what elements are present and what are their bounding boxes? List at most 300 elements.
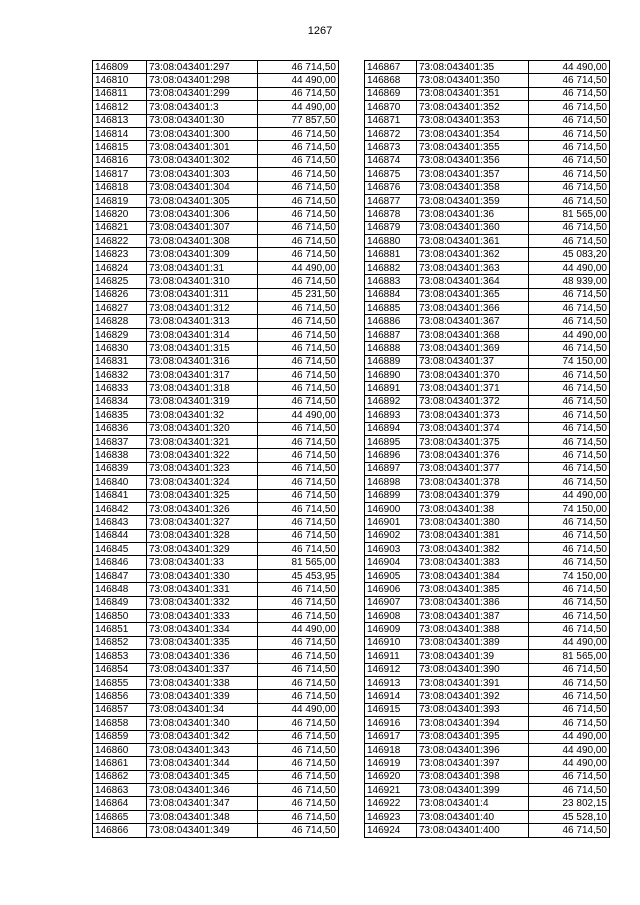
- row-number-cell: 146853: [93, 650, 147, 663]
- row-number-cell: 146857: [93, 703, 147, 716]
- amount-cell: 46 714,50: [529, 302, 610, 315]
- row-number-cell: 146893: [365, 409, 417, 422]
- amount-cell: 46 714,50: [258, 462, 339, 475]
- cadastral-number-cell: 73:08:043401:33: [147, 556, 258, 569]
- table-row: [365, 328, 610, 341]
- row-number-cell: 146841: [93, 489, 147, 502]
- table-row: [93, 784, 339, 797]
- cadastral-number-cell: 73:08:043401:353: [417, 114, 529, 127]
- row-number-cell: 146919: [365, 757, 417, 770]
- row-number-cell: 146908: [365, 610, 417, 623]
- amount-cell: 46 714,50: [529, 556, 610, 569]
- row-number-cell: 146881: [365, 248, 417, 261]
- amount-cell: 44 490,00: [258, 409, 339, 422]
- register-table-left: [92, 60, 339, 838]
- cadastral-number-cell: 73:08:043401:329: [147, 543, 258, 556]
- amount-cell: 46 714,50: [258, 342, 339, 355]
- cadastral-number-cell: 73:08:043401:397: [417, 757, 529, 770]
- table-row: [365, 61, 610, 74]
- table-row: [93, 824, 339, 837]
- table-row: [93, 676, 339, 689]
- amount-cell: 46 714,50: [258, 743, 339, 756]
- cadastral-number-cell: 73:08:043401:319: [147, 395, 258, 408]
- row-number-cell: 146861: [93, 757, 147, 770]
- row-number-cell: 146890: [365, 368, 417, 381]
- row-number-cell: 146852: [93, 636, 147, 649]
- cadastral-number-cell: 73:08:043401:384: [417, 569, 529, 582]
- row-number-cell: 146899: [365, 489, 417, 502]
- table-row: [93, 194, 339, 207]
- amount-cell: 46 714,50: [258, 663, 339, 676]
- cadastral-number-cell: 73:08:043401:303: [147, 168, 258, 181]
- cadastral-number-cell: 73:08:043401:316: [147, 355, 258, 368]
- table-row: [365, 797, 610, 810]
- row-number-cell: 146867: [365, 61, 417, 74]
- table-row: [93, 261, 339, 274]
- cadastral-number-cell: 73:08:043401:311: [147, 288, 258, 301]
- table-row: [365, 194, 610, 207]
- cadastral-number-cell: 73:08:043401:3: [147, 101, 258, 114]
- cadastral-number-cell: 73:08:043401:374: [417, 422, 529, 435]
- table-row: [365, 516, 610, 529]
- amount-cell: 45 083,20: [529, 248, 610, 261]
- amount-cell: 46 714,50: [258, 221, 339, 234]
- row-number-cell: 146923: [365, 810, 417, 823]
- row-number-cell: 146896: [365, 449, 417, 462]
- amount-cell: 81 565,00: [529, 650, 610, 663]
- cadastral-number-cell: 73:08:043401:375: [417, 435, 529, 448]
- table-row: [93, 529, 339, 542]
- amount-cell: 46 714,50: [529, 235, 610, 248]
- amount-cell: 74 150,00: [529, 355, 610, 368]
- cadastral-number-cell: 73:08:043401:383: [417, 556, 529, 569]
- table-row: [93, 355, 339, 368]
- cadastral-number-cell: 73:08:043401:396: [417, 743, 529, 756]
- row-number-cell: 146814: [93, 127, 147, 140]
- row-number-cell: 146912: [365, 663, 417, 676]
- table-row: [93, 516, 339, 529]
- amount-cell: 46 714,50: [529, 368, 610, 381]
- cadastral-number-cell: 73:08:043401:343: [147, 743, 258, 756]
- table-row: [365, 489, 610, 502]
- amount-cell: 46 714,50: [258, 824, 339, 837]
- table-row: [93, 502, 339, 515]
- cadastral-number-cell: 73:08:043401:330: [147, 569, 258, 582]
- row-number-cell: 146817: [93, 168, 147, 181]
- table-row: [365, 650, 610, 663]
- cadastral-number-cell: 73:08:043401:380: [417, 516, 529, 529]
- table-row: [93, 797, 339, 810]
- row-number-cell: 146892: [365, 395, 417, 408]
- cadastral-number-cell: 73:08:043401:354: [417, 127, 529, 140]
- amount-cell: 46 714,50: [529, 181, 610, 194]
- row-number-cell: 146815: [93, 141, 147, 154]
- table-row: [93, 663, 339, 676]
- amount-cell: 44 490,00: [258, 703, 339, 716]
- row-number-cell: 146826: [93, 288, 147, 301]
- table-row: [365, 127, 610, 140]
- amount-cell: 46 714,50: [529, 676, 610, 689]
- amount-cell: 46 714,50: [529, 154, 610, 167]
- table-row: [93, 489, 339, 502]
- row-number-cell: 146878: [365, 208, 417, 221]
- cadastral-number-cell: 73:08:043401:326: [147, 502, 258, 515]
- table-row: [365, 543, 610, 556]
- row-number-cell: 146859: [93, 730, 147, 743]
- amount-cell: 46 714,50: [529, 623, 610, 636]
- cadastral-number-cell: 73:08:043401:324: [147, 476, 258, 489]
- amount-cell: 46 714,50: [529, 583, 610, 596]
- cadastral-number-cell: 73:08:043401:352: [417, 101, 529, 114]
- row-number-cell: 146813: [93, 114, 147, 127]
- table-row: [93, 569, 339, 582]
- row-number-cell: 146855: [93, 676, 147, 689]
- amount-cell: 46 714,50: [529, 663, 610, 676]
- amount-cell: 46 714,50: [529, 127, 610, 140]
- cadastral-number-cell: 73:08:043401:36: [417, 208, 529, 221]
- table-row: [93, 275, 339, 288]
- table-row: [365, 395, 610, 408]
- amount-cell: 46 714,50: [529, 382, 610, 395]
- amount-cell: 46 714,50: [258, 516, 339, 529]
- cadastral-number-cell: 73:08:043401:378: [417, 476, 529, 489]
- amount-cell: 46 714,50: [258, 489, 339, 502]
- amount-cell: 46 714,50: [258, 797, 339, 810]
- row-number-cell: 146844: [93, 529, 147, 542]
- row-number-cell: 146898: [365, 476, 417, 489]
- table-row: [365, 342, 610, 355]
- row-number-cell: 146834: [93, 395, 147, 408]
- amount-cell: 46 714,50: [529, 395, 610, 408]
- amount-cell: 46 714,50: [258, 248, 339, 261]
- row-number-cell: 146903: [365, 543, 417, 556]
- table-row: [365, 730, 610, 743]
- cadastral-number-cell: 73:08:043401:31: [147, 261, 258, 274]
- row-number-cell: 146835: [93, 409, 147, 422]
- amount-cell: 46 714,50: [258, 650, 339, 663]
- amount-cell: 46 714,50: [258, 730, 339, 743]
- table-row: [93, 221, 339, 234]
- row-number-cell: 146830: [93, 342, 147, 355]
- amount-cell: 46 714,50: [529, 315, 610, 328]
- cadastral-number-cell: 73:08:043401:392: [417, 690, 529, 703]
- table-row: [365, 208, 610, 221]
- cadastral-number-cell: 73:08:043401:395: [417, 730, 529, 743]
- cadastral-number-cell: 73:08:043401:342: [147, 730, 258, 743]
- amount-cell: 46 714,50: [529, 114, 610, 127]
- table-row: [93, 422, 339, 435]
- cadastral-number-cell: 73:08:043401:320: [147, 422, 258, 435]
- register-table-body: [93, 61, 339, 838]
- table-row: [365, 663, 610, 676]
- row-number-cell: 146922: [365, 797, 417, 810]
- table-row: [365, 101, 610, 114]
- row-number-cell: 146836: [93, 422, 147, 435]
- amount-cell: 46 714,50: [258, 328, 339, 341]
- table-row: [365, 462, 610, 475]
- amount-cell: 46 714,50: [258, 583, 339, 596]
- row-number-cell: 146886: [365, 315, 417, 328]
- cadastral-number-cell: 73:08:043401:372: [417, 395, 529, 408]
- table-row: [365, 502, 610, 515]
- row-number-cell: 146879: [365, 221, 417, 234]
- amount-cell: 81 565,00: [529, 208, 610, 221]
- amount-cell: 44 490,00: [529, 636, 610, 649]
- row-number-cell: 146875: [365, 168, 417, 181]
- row-number-cell: 146827: [93, 302, 147, 315]
- cadastral-number-cell: 73:08:043401:35: [417, 61, 529, 74]
- row-number-cell: 146895: [365, 435, 417, 448]
- row-number-cell: 146823: [93, 248, 147, 261]
- table-row: [93, 288, 339, 301]
- amount-cell: 44 490,00: [529, 730, 610, 743]
- cadastral-number-cell: 73:08:043401:377: [417, 462, 529, 475]
- table-row: [365, 261, 610, 274]
- row-number-cell: 146891: [365, 382, 417, 395]
- amount-cell: 46 714,50: [529, 824, 610, 837]
- cadastral-number-cell: 73:08:043401:333: [147, 610, 258, 623]
- table-row: [365, 596, 610, 609]
- amount-cell: 46 714,50: [529, 529, 610, 542]
- amount-cell: 46 714,50: [258, 636, 339, 649]
- cadastral-number-cell: 73:08:043401:365: [417, 288, 529, 301]
- cadastral-number-cell: 73:08:043401:331: [147, 583, 258, 596]
- cadastral-number-cell: 73:08:043401:363: [417, 261, 529, 274]
- table-row: [93, 342, 339, 355]
- amount-cell: 46 714,50: [529, 422, 610, 435]
- cadastral-number-cell: 73:08:043401:370: [417, 368, 529, 381]
- row-number-cell: 146918: [365, 743, 417, 756]
- table-row: [93, 328, 339, 341]
- cadastral-number-cell: 73:08:043401:345: [147, 770, 258, 783]
- table-row: [93, 556, 339, 569]
- row-number-cell: 146860: [93, 743, 147, 756]
- row-number-cell: 146812: [93, 101, 147, 114]
- cadastral-number-cell: 73:08:043401:349: [147, 824, 258, 837]
- amount-cell: 46 714,50: [529, 610, 610, 623]
- row-number-cell: 146820: [93, 208, 147, 221]
- table-row: [365, 141, 610, 154]
- cadastral-number-cell: 73:08:043401:381: [417, 529, 529, 542]
- row-number-cell: 146811: [93, 87, 147, 100]
- amount-cell: 46 714,50: [258, 208, 339, 221]
- table-row: [93, 208, 339, 221]
- amount-cell: 74 150,00: [529, 502, 610, 515]
- table-row: [365, 610, 610, 623]
- row-number-cell: 146849: [93, 596, 147, 609]
- cadastral-number-cell: 73:08:043401:297: [147, 61, 258, 74]
- row-number-cell: 146883: [365, 275, 417, 288]
- amount-cell: 46 714,50: [258, 476, 339, 489]
- cadastral-number-cell: 73:08:043401:32: [147, 409, 258, 422]
- row-number-cell: 146913: [365, 676, 417, 689]
- amount-cell: 46 714,50: [529, 690, 610, 703]
- cadastral-number-cell: 73:08:043401:335: [147, 636, 258, 649]
- amount-cell: 46 714,50: [258, 168, 339, 181]
- cadastral-number-cell: 73:08:043401:305: [147, 194, 258, 207]
- row-number-cell: 146915: [365, 703, 417, 716]
- table-row: [365, 87, 610, 100]
- table-row: [93, 315, 339, 328]
- amount-cell: 46 714,50: [529, 476, 610, 489]
- amount-cell: 74 150,00: [529, 569, 610, 582]
- table-row: [365, 569, 610, 582]
- cadastral-number-cell: 73:08:043401:30: [147, 114, 258, 127]
- cadastral-number-cell: 73:08:043401:309: [147, 248, 258, 261]
- row-number-cell: 146848: [93, 583, 147, 596]
- table-row: [365, 181, 610, 194]
- cadastral-number-cell: 73:08:043401:373: [417, 409, 529, 422]
- cadastral-number-cell: 73:08:043401:37: [417, 355, 529, 368]
- amount-cell: 81 565,00: [258, 556, 339, 569]
- row-number-cell: 146810: [93, 74, 147, 87]
- cadastral-number-cell: 73:08:043401:304: [147, 181, 258, 194]
- amount-cell: 45 231,50: [258, 288, 339, 301]
- amount-cell: 46 714,50: [529, 74, 610, 87]
- amount-cell: 46 714,50: [258, 141, 339, 154]
- amount-cell: 44 490,00: [258, 74, 339, 87]
- cadastral-number-cell: 73:08:043401:332: [147, 596, 258, 609]
- table-row: [365, 703, 610, 716]
- table-row: [365, 422, 610, 435]
- table-row: [93, 395, 339, 408]
- amount-cell: 44 490,00: [258, 261, 339, 274]
- row-number-cell: 146856: [93, 690, 147, 703]
- table-row: [365, 235, 610, 248]
- cadastral-number-cell: 73:08:043401:399: [417, 784, 529, 797]
- amount-cell: 46 714,50: [529, 462, 610, 475]
- table-row: [365, 154, 610, 167]
- amount-cell: 46 714,50: [258, 690, 339, 703]
- amount-cell: 46 714,50: [258, 355, 339, 368]
- cadastral-number-cell: 73:08:043401:312: [147, 302, 258, 315]
- row-number-cell: 146868: [365, 74, 417, 87]
- table-row: [93, 87, 339, 100]
- table-row: [365, 810, 610, 823]
- cadastral-number-cell: 73:08:043401:351: [417, 87, 529, 100]
- amount-cell: 46 714,50: [529, 717, 610, 730]
- cadastral-number-cell: 73:08:043401:379: [417, 489, 529, 502]
- cadastral-number-cell: 73:08:043401:362: [417, 248, 529, 261]
- cadastral-number-cell: 73:08:043401:301: [147, 141, 258, 154]
- amount-cell: 46 714,50: [529, 449, 610, 462]
- amount-cell: 46 714,50: [529, 194, 610, 207]
- amount-cell: 46 714,50: [258, 181, 339, 194]
- row-number-cell: 146901: [365, 516, 417, 529]
- table-row: [93, 462, 339, 475]
- cadastral-number-cell: 73:08:043401:359: [417, 194, 529, 207]
- cadastral-number-cell: 73:08:043401:366: [417, 302, 529, 315]
- table-row: [365, 288, 610, 301]
- cadastral-number-cell: 73:08:043401:323: [147, 462, 258, 475]
- cadastral-number-cell: 73:08:043401:38: [417, 502, 529, 515]
- cadastral-number-cell: 73:08:043401:325: [147, 489, 258, 502]
- row-number-cell: 146909: [365, 623, 417, 636]
- row-number-cell: 146906: [365, 583, 417, 596]
- amount-cell: 46 714,50: [529, 703, 610, 716]
- cadastral-number-cell: 73:08:043401:360: [417, 221, 529, 234]
- cadastral-number-cell: 73:08:043401:39: [417, 650, 529, 663]
- row-number-cell: 146847: [93, 569, 147, 582]
- amount-cell: 46 714,50: [529, 168, 610, 181]
- cadastral-number-cell: 73:08:043401:371: [417, 382, 529, 395]
- amount-cell: 46 714,50: [258, 235, 339, 248]
- row-number-cell: 146843: [93, 516, 147, 529]
- table-row: [365, 114, 610, 127]
- cadastral-number-cell: 73:08:043401:310: [147, 275, 258, 288]
- table-row: [93, 703, 339, 716]
- cadastral-number-cell: 73:08:043401:385: [417, 583, 529, 596]
- row-number-cell: 146824: [93, 261, 147, 274]
- table-row: [365, 743, 610, 756]
- amount-cell: 46 714,50: [529, 543, 610, 556]
- table-row: [365, 302, 610, 315]
- cadastral-number-cell: 73:08:043401:40: [417, 810, 529, 823]
- row-number-cell: 146866: [93, 824, 147, 837]
- amount-cell: 44 490,00: [529, 328, 610, 341]
- row-number-cell: 146828: [93, 315, 147, 328]
- table-row: [365, 529, 610, 542]
- amount-cell: 44 490,00: [529, 61, 610, 74]
- table-row: [93, 154, 339, 167]
- table-row: [365, 623, 610, 636]
- table-row: [365, 636, 610, 649]
- cadastral-number-cell: 73:08:043401:389: [417, 636, 529, 649]
- table-row: [93, 368, 339, 381]
- amount-cell: 44 490,00: [529, 261, 610, 274]
- table-row: [93, 181, 339, 194]
- row-number-cell: 146851: [93, 623, 147, 636]
- cadastral-number-cell: 73:08:043401:300: [147, 127, 258, 140]
- cadastral-number-cell: 73:08:043401:346: [147, 784, 258, 797]
- table-row: [93, 543, 339, 556]
- row-number-cell: 146846: [93, 556, 147, 569]
- cadastral-number-cell: 73:08:043401:394: [417, 717, 529, 730]
- cadastral-number-cell: 73:08:043401:308: [147, 235, 258, 248]
- cadastral-number-cell: 73:08:043401:369: [417, 342, 529, 355]
- table-row: [93, 302, 339, 315]
- table-row: [93, 168, 339, 181]
- row-number-cell: 146894: [365, 422, 417, 435]
- amount-cell: 46 714,50: [258, 127, 339, 140]
- row-number-cell: 146921: [365, 784, 417, 797]
- amount-cell: 23 802,15: [529, 797, 610, 810]
- row-number-cell: 146833: [93, 382, 147, 395]
- table-row: [93, 114, 339, 127]
- cadastral-number-cell: 73:08:043401:302: [147, 154, 258, 167]
- row-number-cell: 146822: [93, 235, 147, 248]
- row-number-cell: 146870: [365, 101, 417, 114]
- amount-cell: 46 714,50: [258, 810, 339, 823]
- row-number-cell: 146900: [365, 502, 417, 515]
- row-number-cell: 146865: [93, 810, 147, 823]
- table-row: [93, 636, 339, 649]
- register-table-body: [365, 61, 610, 838]
- row-number-cell: 146838: [93, 449, 147, 462]
- amount-cell: 46 714,50: [258, 435, 339, 448]
- amount-cell: 46 714,50: [529, 435, 610, 448]
- cadastral-number-cell: 73:08:043401:382: [417, 543, 529, 556]
- row-number-cell: 146877: [365, 194, 417, 207]
- amount-cell: 46 714,50: [258, 596, 339, 609]
- cadastral-number-cell: 73:08:043401:376: [417, 449, 529, 462]
- cadastral-number-cell: 73:08:043401:340: [147, 717, 258, 730]
- row-number-cell: 146880: [365, 235, 417, 248]
- cadastral-number-cell: 73:08:043401:368: [417, 328, 529, 341]
- cadastral-number-cell: 73:08:043401:307: [147, 221, 258, 234]
- table-row: [365, 409, 610, 422]
- cadastral-number-cell: 73:08:043401:356: [417, 154, 529, 167]
